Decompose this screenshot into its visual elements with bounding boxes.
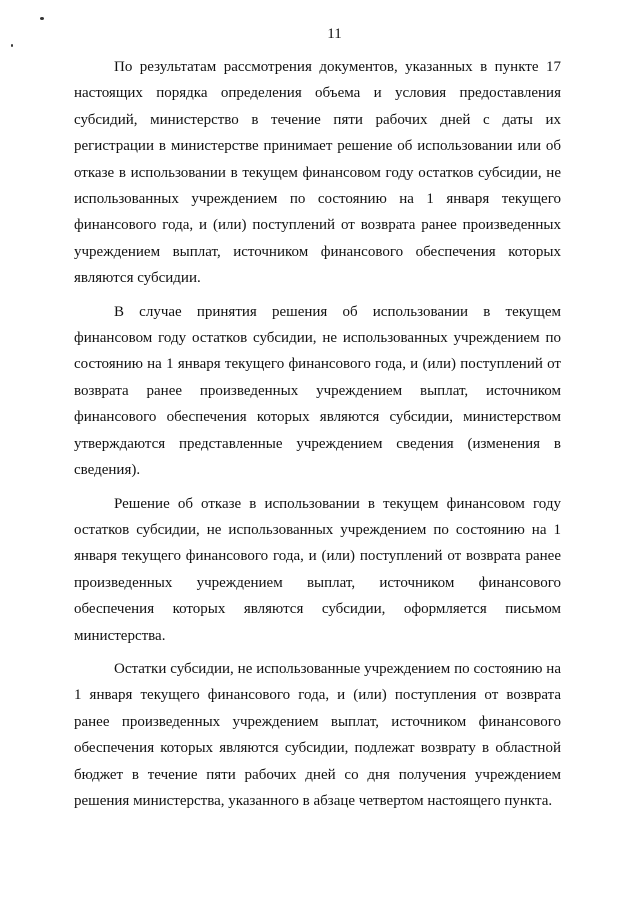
paragraph: Решение об отказе в использовании в текущем финансовом году остатков субсидии, не использованных учреждением по состоянию на 1 января текущего финансового года, и (или) поступлений от возврата ранее произведенных учреждением выплат, источником финансового обеспечения которых являются субсидии, оформляется письмом министерства. [74,495,561,644]
scan-speck [40,17,44,20]
document-body [74,54,561,821]
paragraph: В случае принятия решения об использовании в текущем финансовом году остатков субсидии, не использованных учреждением по состоянию на 1 января текущего финансового года, и (или) поступлений от возврата ранее произведенных учреждением выплат, источником финансового обеспечения которых являются субсидии, министерством утверждаются представленные учреждением сведения (изменения в сведения). [74,303,561,479]
paragraph: Остатки субсидии, не использованные учреждением по состоянию на 1 января текущего финансового года, и (или) поступления от возврата ранее произведенных учреждением выплат, источником финансового обеспечения которых являются субсидии, подлежат возврату в областной бюджет в течение пяти рабочих дней со дня получения учреждением решения министерства, указанного в абзаце четвертом настоящего пункта. [74,660,561,809]
paragraph: По результатам рассмотрения документов, указанных в пункте 17 настоящих порядка определения объема и условия предоставления субсидий, министерство в течение пяти рабочих дней с даты их регистрации в министерстве принимает решение об использовании или об отказе в использовании в текущем финансовом году остатков субсидии, не использованных учреждением по состоянию на 1 января текущего финансового года, и (или) поступлений от возврата ранее произведенных учреждением выплат, источником финансового обеспечения которых являются субсидии. [74,59,561,287]
scan-speck [11,44,13,47]
page-number: 11 [327,26,342,42]
